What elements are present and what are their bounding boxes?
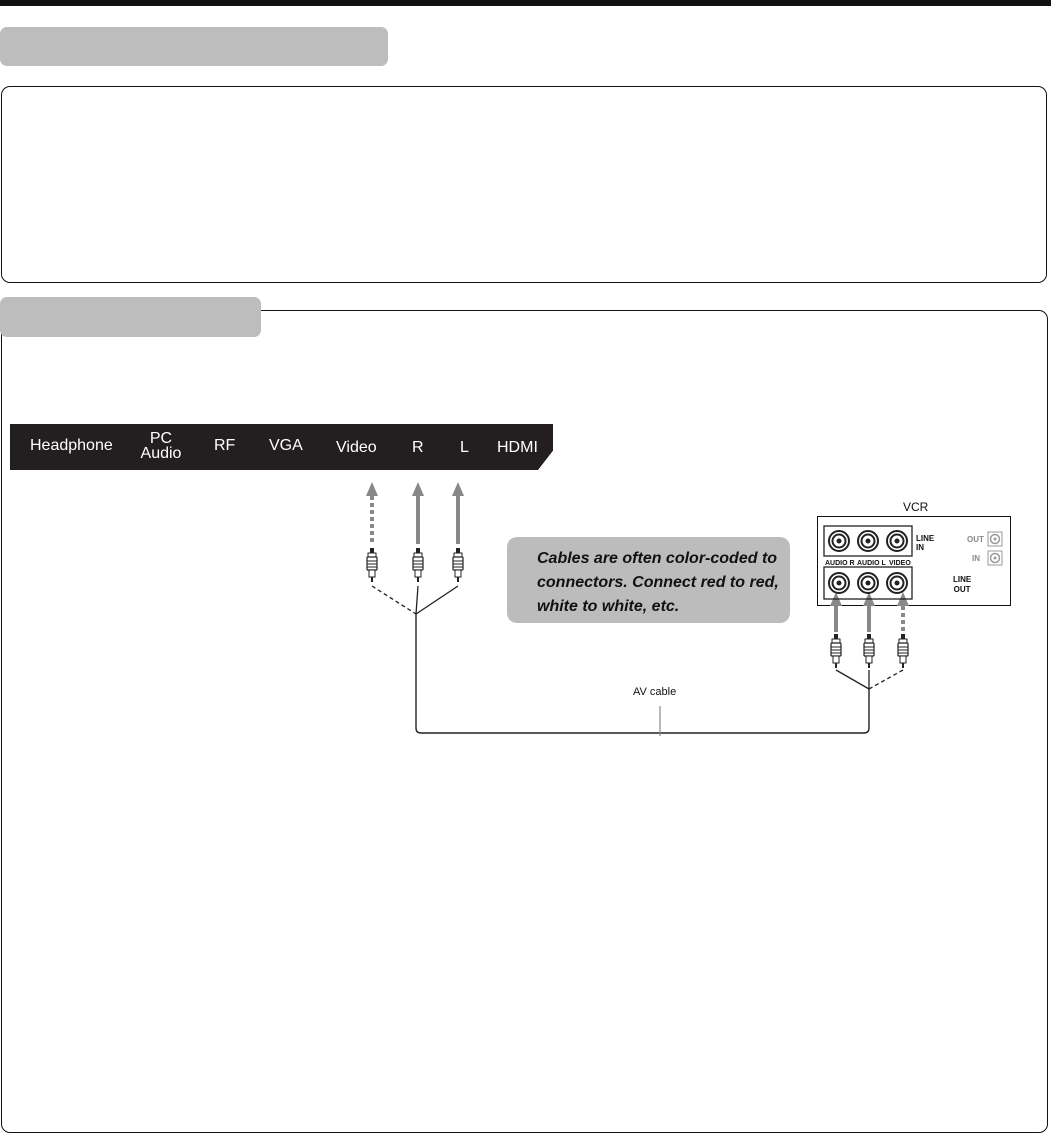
vcr-rf-in-connector (988, 551, 1002, 565)
rca-plug-video-vcr (898, 634, 908, 668)
arrow-audio-r-to-vcr (830, 592, 842, 632)
vcr-rf-out-label: OUT (967, 535, 984, 544)
vcr-line-out-label: LINE OUT (953, 575, 972, 594)
vcr-title: VCR (903, 500, 929, 514)
vcr-jack-out-video (887, 573, 907, 593)
vcr-jack-out-audio-r (829, 573, 849, 593)
port-label-rf: RF (214, 437, 236, 454)
av-cable-label: AV cable (633, 686, 677, 698)
port-label-headphone: Headphone (30, 437, 113, 454)
vcr-jack-label-video: VIDEO (889, 560, 911, 567)
port-label-l: L (460, 439, 469, 456)
port-label-pc-audio: PC Audio (140, 430, 182, 462)
rca-plug-video-tv (367, 548, 377, 582)
port-label-vga: VGA (269, 437, 303, 454)
vcr-jack-in-audio-l (858, 531, 878, 551)
arrow-r-to-tv (412, 482, 424, 544)
arrow-video-to-tv (366, 482, 378, 544)
vcr-jack-label-audio-r: AUDIO R (825, 560, 855, 567)
arrow-l-to-tv (452, 482, 464, 544)
port-label-r: R (412, 439, 424, 456)
vcr-rf-in-label: IN (972, 554, 980, 563)
rca-plug-r-tv (413, 548, 423, 582)
vcr-jack-label-audio-l: AUDIO L (857, 560, 886, 567)
color-coding-note: Cables are often color-coded to connectors. Connect red to red, white to white, etc. (507, 537, 790, 623)
vcr-jack-in-audio-r (829, 531, 849, 551)
rca-plug-audio-l-vcr (864, 634, 874, 668)
vcr-line-in-label: LINE IN (916, 534, 935, 552)
port-label-video: Video (336, 439, 377, 456)
arrow-video-to-vcr (897, 592, 909, 632)
rca-plug-audio-r-vcr (831, 634, 841, 668)
vcr-rf-out-connector (988, 532, 1002, 546)
arrow-audio-l-to-vcr (863, 592, 875, 632)
rca-plug-l-tv (453, 548, 463, 582)
av-cable (416, 614, 869, 733)
vcr-jack-out-audio-l (858, 573, 878, 593)
vcr-jack-in-video (887, 531, 907, 551)
port-label-hdmi: HDMI (497, 439, 538, 456)
